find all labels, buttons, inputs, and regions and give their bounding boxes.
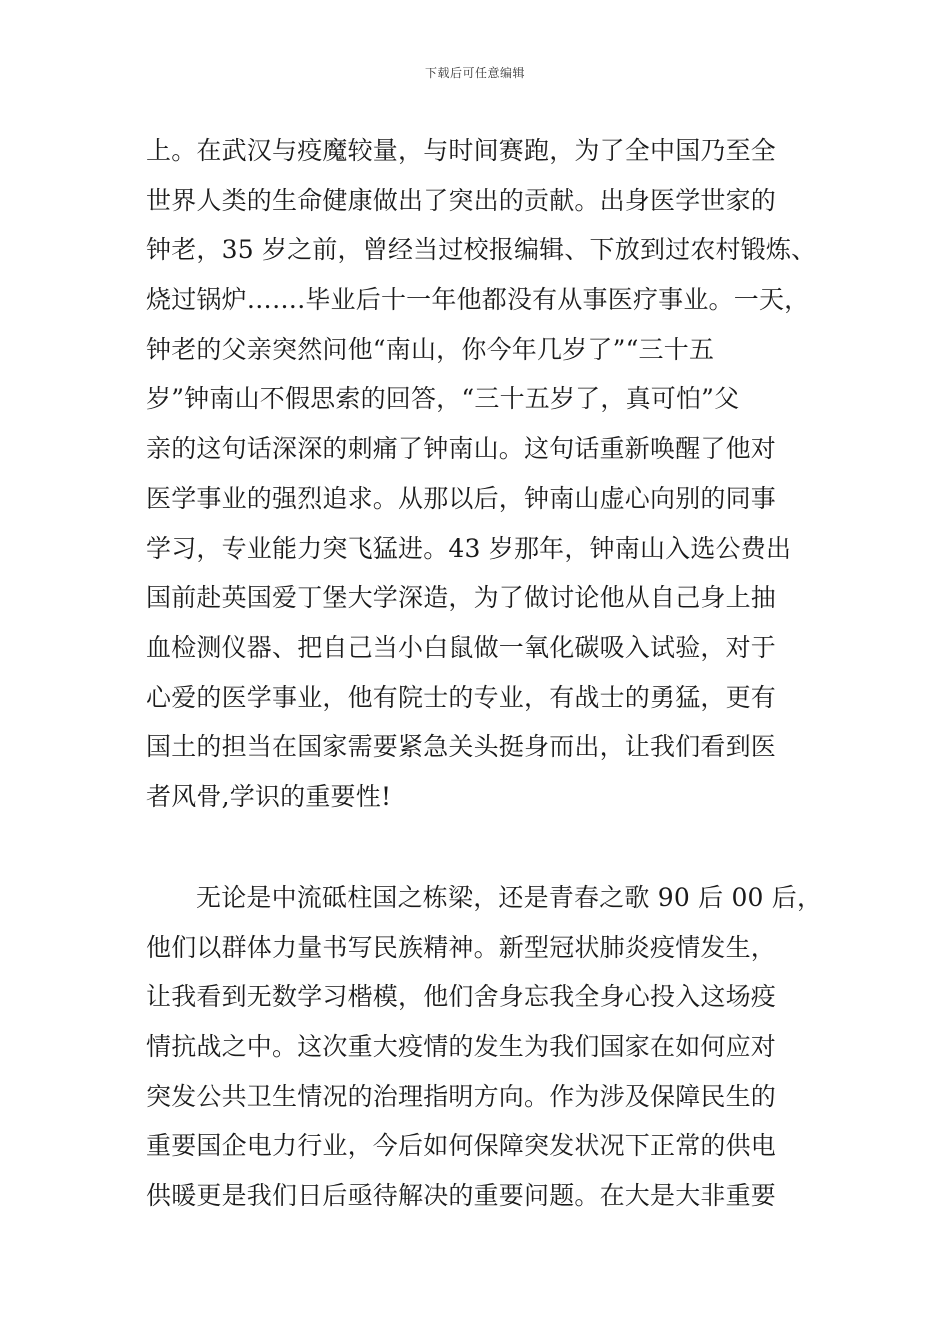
paragraph-1: [146, 126, 818, 822]
text-line: 他们以群体力量书写民族精神。新型冠状肺炎疫情发生，: [146, 932, 777, 962]
text-line: 心爱的医学事业，他有院士的专业，有战士的勇猛，更有: [146, 682, 777, 712]
text-line: 烧过锅炉…….毕业后十一年他都没有从事医疗事业。一天，: [146, 285, 810, 315]
text-line: 医学事业的强烈追求。从那以后，钟南山虚心向别的同事: [146, 483, 777, 513]
text-line: 世界人类的生命健康做出了突出的贡献。出身医学世家的: [146, 185, 777, 215]
text-line: 国土的担当在国家需要紧急关头挺身而出，让我们看到医: [146, 732, 777, 762]
text-line: 供暖更是我们日后亟待解决的重要问题。在大是大非重要: [146, 1181, 777, 1211]
paragraph-2: [146, 873, 823, 1221]
text-line: 学习，专业能力突飞猛进。43 岁那年，钟南山入选公费出: [146, 533, 792, 563]
text-line: 钟老，35 岁之前，曾经当过校报编辑、下放到过农村锻炼、: [146, 235, 817, 265]
text-line: 上。在武汉与疫魔较量，与时间赛跑，为了全中国乃至全: [146, 136, 777, 165]
text-line: 亲的这句话深深的刺痛了钟南山。这句话重新唤醒了他对: [146, 434, 777, 464]
text-line: 让我看到无数学习楷模，他们舍身忘我全身心投入这场疫: [146, 982, 777, 1012]
text-line: 情抗战之中。这次重大疫情的发生为我们国家在如何应对: [146, 1032, 777, 1062]
page-header: 下载后可任意编辑: [424, 66, 525, 80]
text-line: 岁”钟南山不假思索的回答，“三十五岁了，真可怕”父: [146, 384, 740, 414]
text-line: 国前赴英国爱丁堡大学深造，为了做讨论他从自己身上抽: [146, 583, 777, 613]
text-line: 重要国企电力行业，今后如何保障突发状况下正常的供电: [146, 1131, 777, 1161]
text-line: 血检测仪器、把自己当小白鼠做一氧化碳吸入试验，对于: [146, 632, 777, 662]
text-line: 者风骨,学识的重要性!: [146, 781, 392, 811]
text-line: 钟老的父亲突然问他“南山，你今年几岁了”“三十五: [146, 334, 715, 364]
text-line: 突发公共卫生情况的治理指明方向。作为涉及保障民生的: [146, 1081, 777, 1111]
text-line-indented: 无论是中流砥柱国之栋梁，还是青春之歌 90 后 00 后，: [196, 883, 823, 912]
